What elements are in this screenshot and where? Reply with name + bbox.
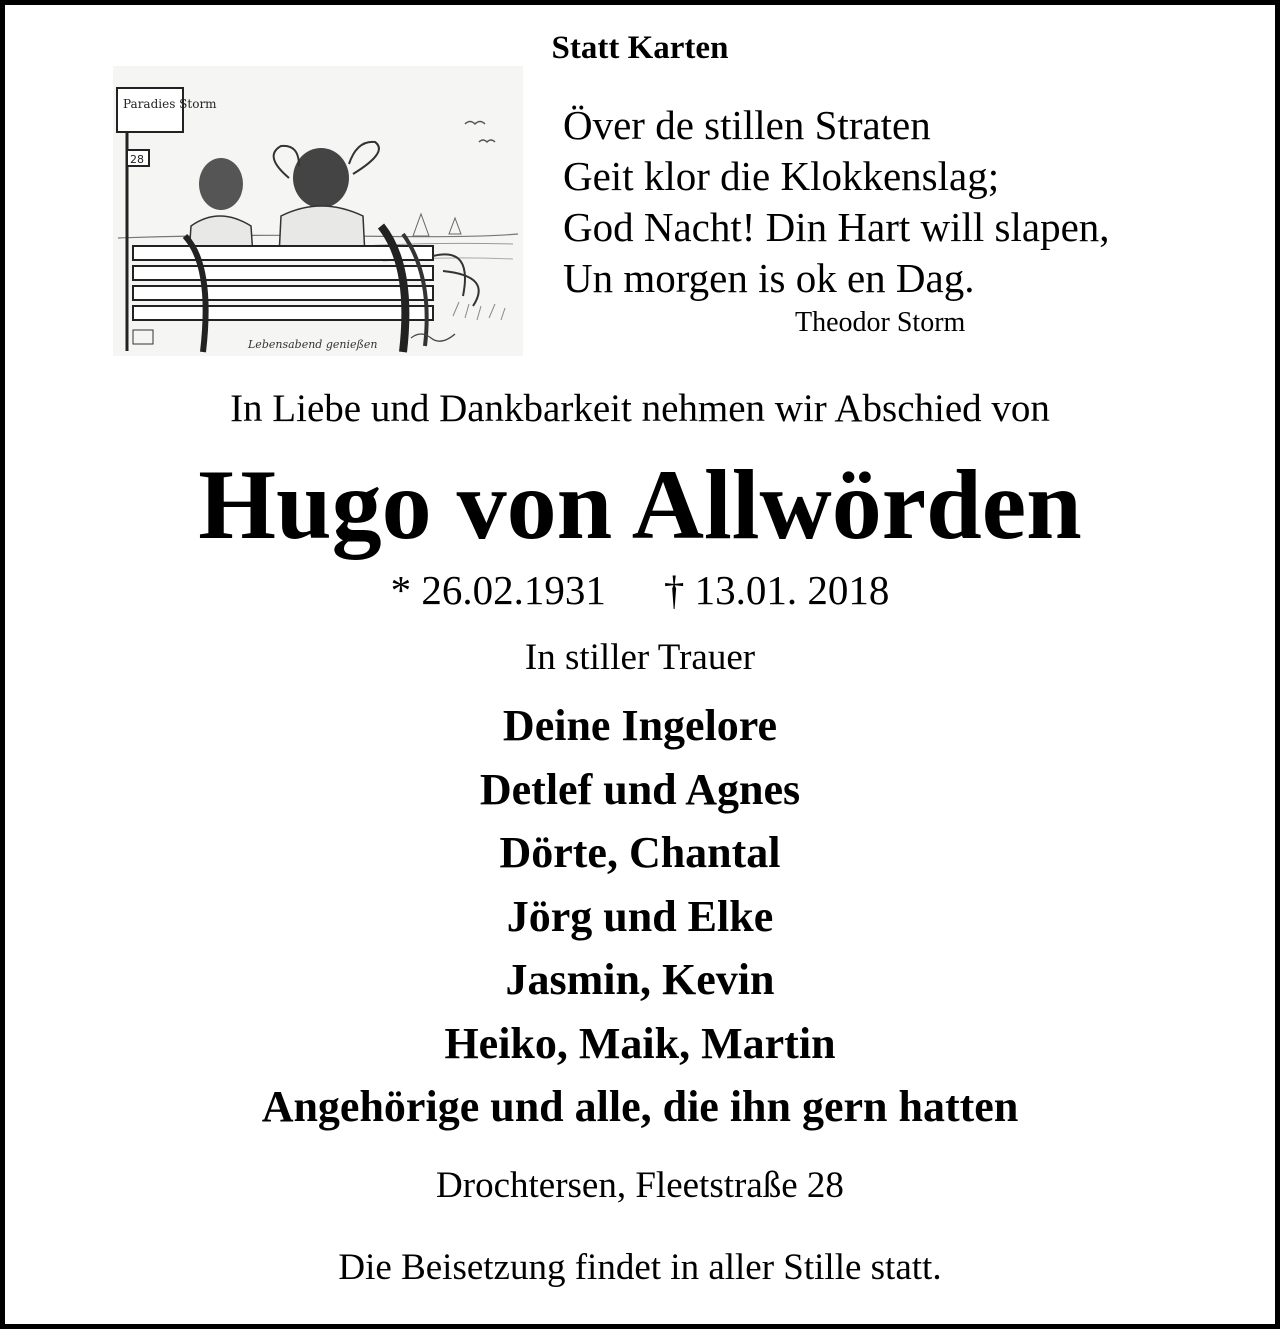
poem-line: Över de stillen Straten bbox=[563, 102, 931, 148]
poem-author: Theodor Storm bbox=[795, 307, 966, 338]
mourner-entry: Jasmin, Kevin bbox=[505, 955, 775, 1004]
poem-line: God Nacht! Din Hart will slapen, bbox=[563, 204, 1110, 250]
poem-line: Geit klor die Klokkenslag; bbox=[563, 153, 1000, 199]
mourning-label: In stiller Trauer bbox=[524, 637, 756, 678]
mourner-entry: Heiko, Maik, Martin bbox=[444, 1018, 836, 1068]
birth-date: * 26.02.1931 bbox=[390, 567, 606, 613]
burial-note: Die Beisetzung findet in aller Stille statt. bbox=[338, 1247, 942, 1288]
mourner-entry: Detlef und Agnes bbox=[479, 764, 801, 814]
deceased-name: Hugo von Allwörden bbox=[198, 449, 1082, 560]
signpost-number: 28 bbox=[130, 153, 144, 166]
mourner-entry: Jörg und Elke bbox=[506, 891, 774, 941]
mourner-entry: Angehörige und alle, die ihn gern hatten bbox=[261, 1082, 1019, 1131]
bird-icon bbox=[479, 140, 495, 142]
person-head-right bbox=[293, 148, 349, 208]
signpost-text: Paradies Storm bbox=[123, 97, 217, 111]
statt-karten-label: Statt Karten bbox=[551, 30, 729, 66]
artist-signature bbox=[411, 334, 455, 341]
life-dates bbox=[0, 565, 1280, 615]
mourner-entry: Dörte, Chantal bbox=[499, 828, 781, 877]
mourners-list bbox=[0, 694, 1280, 1139]
address-line: Drochtersen, Fleetstraße 28 bbox=[436, 1165, 844, 1206]
poem-line: Un morgen is ok en Dag. bbox=[563, 255, 975, 301]
mourner-entry: Deine Ingelore bbox=[502, 701, 778, 750]
bench-sketch-drawing bbox=[113, 66, 523, 356]
sketch-caption: Lebensabend genießen bbox=[248, 338, 378, 351]
intro-text: In Liebe und Dankbarkeit nehmen wir Abschied von bbox=[230, 387, 1050, 430]
bird-icon bbox=[465, 122, 485, 125]
poem-block bbox=[563, 100, 1243, 304]
person-head-left bbox=[199, 158, 243, 210]
death-date: † 13.01. 2018 bbox=[663, 567, 890, 613]
bench-sketch-illustration bbox=[113, 66, 523, 356]
